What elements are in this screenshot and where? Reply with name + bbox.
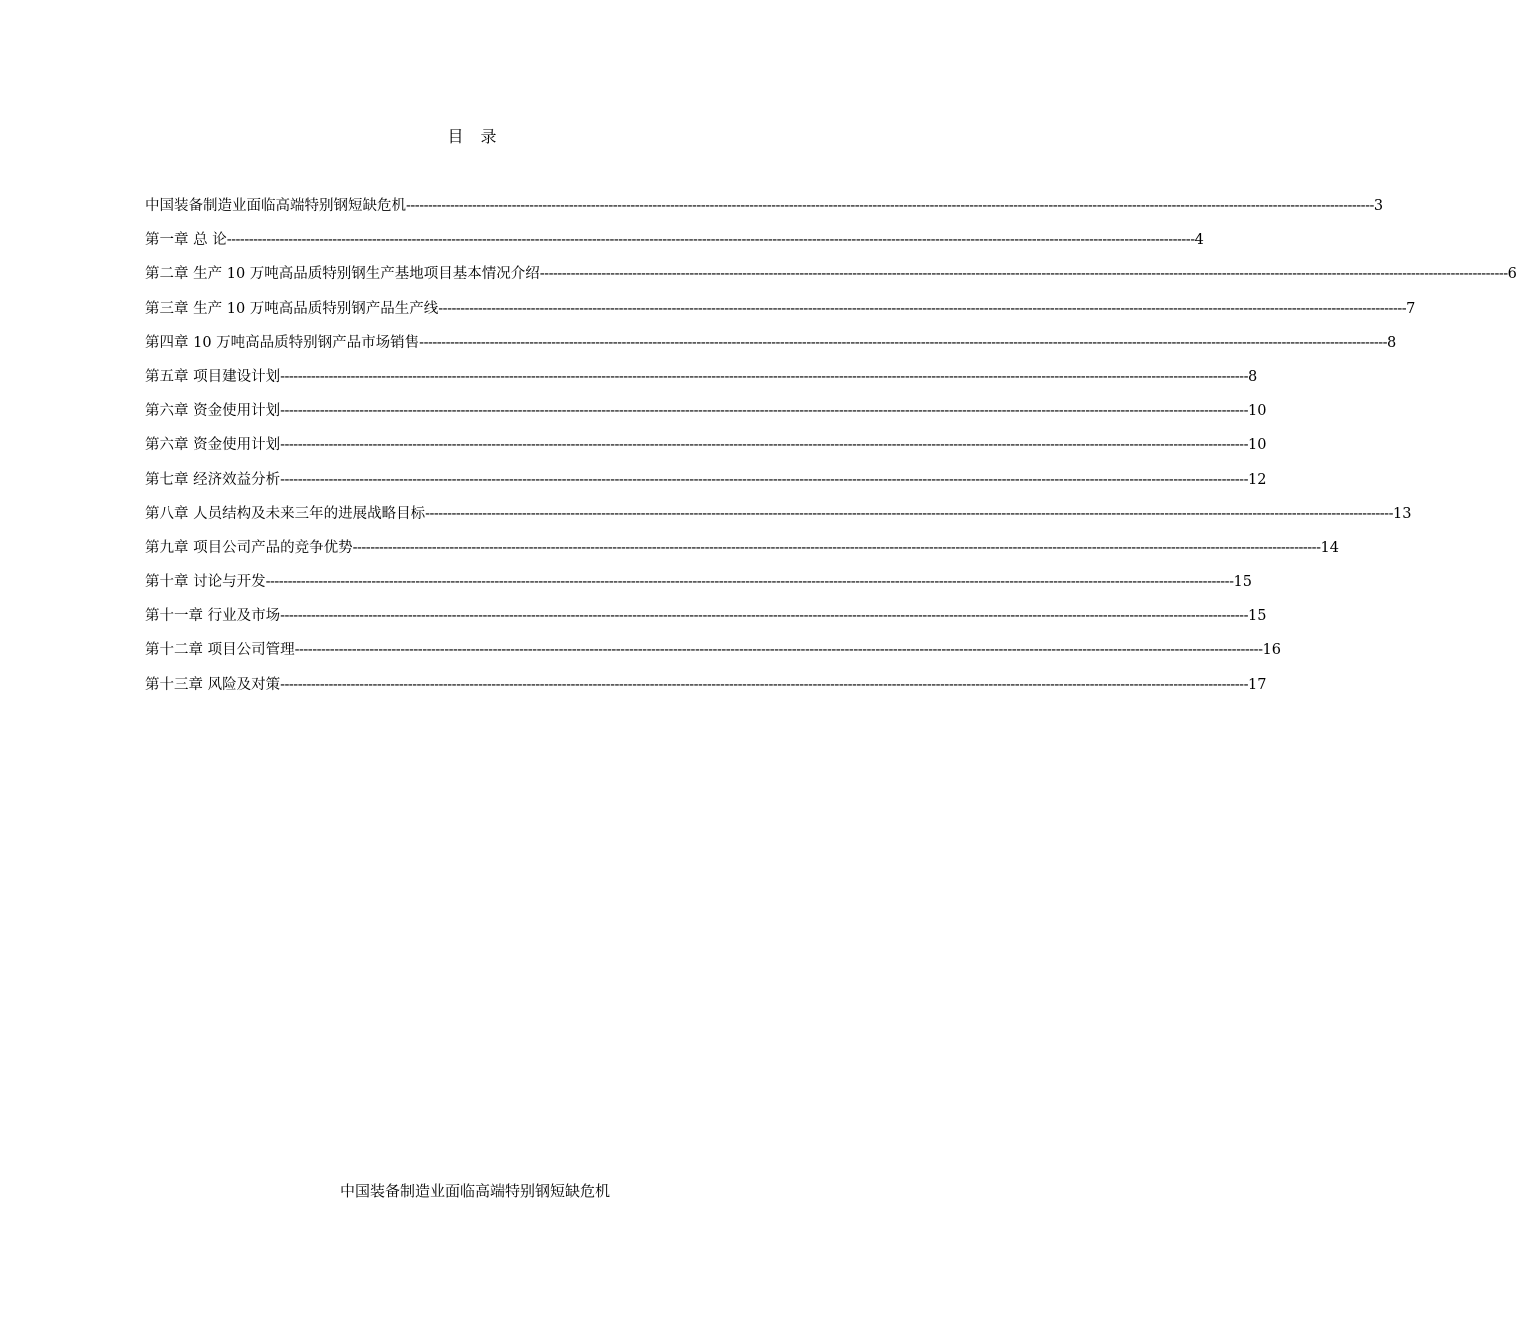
toc-entry-page-number: 16 xyxy=(1262,642,1281,659)
toc-entry-page-number: 7 xyxy=(1406,300,1416,317)
toc-entry-page-number: 4 xyxy=(1194,232,1204,249)
toc-entry-page-number: 15 xyxy=(1247,608,1267,625)
toc-entry-label: 中国装备制造业面临高端特别钢短缺危机 xyxy=(145,198,406,214)
toc-entry-label: 第十三章 风险及对策 xyxy=(145,676,281,693)
toc-entry-label: 第十二章 项目公司管理 xyxy=(145,642,295,659)
toc-entry-page-number: 8 xyxy=(1387,334,1397,351)
toc-entry-label: 第三章 生产 10 万吨高品质特别钢产品生产线 xyxy=(145,300,439,317)
toc-entry-label: 第六章 资金使用计划 xyxy=(145,437,281,454)
toc-entry-page-number: 10 xyxy=(1247,437,1267,454)
toc-entry-line xyxy=(145,299,1416,319)
toc-entry-line xyxy=(145,333,1397,353)
toc-entry[interactable] xyxy=(145,504,1412,538)
toc-leader-dashes: ---------------------------------------------------------------------------------------------------------------------------------------------------------------------------------------------------------------------------- xyxy=(280,608,1248,625)
toc-entry-line xyxy=(145,367,1258,387)
toc-leader-dashes: ---------------------------------------------------------------------------------------------------------------------------------------------------------------------------------------------------------------------------- xyxy=(280,437,1248,454)
toc-entry-label: 第五章 项目建设计划 xyxy=(145,368,281,385)
toc-leader-dashes: ---------------------------------------------------------------------------------------------------------------------------------------------------------------------------------------------------------------------------- xyxy=(539,266,1508,283)
toc-entry-page-number: 14 xyxy=(1320,539,1339,556)
toc-entry-label: 第四章 10 万吨高品质特别钢产品市场销售 xyxy=(145,334,420,351)
toc-entry[interactable] xyxy=(145,435,1267,469)
toc-entry-line xyxy=(145,435,1267,455)
toc-leader-dashes: ---------------------------------------------------------------------------------------------------------------------------------------------------------------------------------------------------------------------------- xyxy=(280,471,1248,488)
toc-entry[interactable] xyxy=(145,640,1281,674)
toc-entry-line xyxy=(145,196,1384,216)
toc-entry-label: 第六章 资金使用计划 xyxy=(145,403,281,420)
toc-entry[interactable] xyxy=(145,572,1252,606)
toc-entry-page-number: 10 xyxy=(1247,403,1267,420)
toc-entry-label: 第八章 人员结构及未来三年的进展战略目标 xyxy=(145,505,426,522)
toc-leader-dashes: ---------------------------------------------------------------------------------------------------------------------------------------------------------------------------------------------------------------------------- xyxy=(419,334,1388,351)
toc-entry[interactable] xyxy=(145,196,1384,230)
toc-entry-label: 第二章 生产 10 万吨高品质特别钢生产基地项目基本情况介绍 xyxy=(145,266,540,283)
toc-entry-page-number: 6 xyxy=(1507,266,1517,283)
toc-entry-label: 第七章 经济效益分析 xyxy=(145,471,281,488)
toc-entry-line xyxy=(145,572,1252,592)
toc-entry-page-number: 3 xyxy=(1373,198,1384,214)
toc-entry-line xyxy=(145,504,1412,524)
toc-leader-dashes: ---------------------------------------------------------------------------------------------------------------------------------------------------------------------------------------------------------------------------- xyxy=(280,368,1248,385)
toc-entry-label: 第九章 项目公司产品的竞争优势 xyxy=(145,539,353,556)
toc-entry[interactable] xyxy=(145,299,1416,333)
toc-entry-label: 第十一章 行业及市场 xyxy=(145,608,281,625)
toc-title: 目 录 xyxy=(447,127,503,146)
toc-entry[interactable] xyxy=(145,606,1267,640)
toc-entry-line xyxy=(145,264,1517,284)
toc-entry[interactable] xyxy=(145,470,1267,504)
toc-entry[interactable] xyxy=(145,333,1397,367)
toc-entry-page-number: 8 xyxy=(1247,368,1258,385)
toc-entry-line xyxy=(145,538,1339,558)
toc-leader-dashes: ---------------------------------------------------------------------------------------------------------------------------------------------------------------------------------------------------------------------------- xyxy=(226,232,1195,249)
toc-entry[interactable] xyxy=(145,675,1267,709)
toc-entry-line xyxy=(145,470,1267,490)
toc-entry-page-number: 15 xyxy=(1233,574,1252,591)
toc-entry-page-number: 17 xyxy=(1247,676,1267,693)
toc-entry-line xyxy=(145,401,1267,421)
toc-entry-label: 第十章 讨论与开发 xyxy=(145,574,266,591)
footer-title: 中国装备制造业面临高端特别钢短缺危机 xyxy=(339,1182,610,1200)
toc-leader-dashes: ---------------------------------------------------------------------------------------------------------------------------------------------------------------------------------------------------------------------------- xyxy=(294,642,1263,659)
table-of-contents xyxy=(145,196,1517,709)
toc-leader-dashes: ---------------------------------------------------------------------------------------------------------------------------------------------------------------------------------------------------------------------------- xyxy=(280,676,1248,693)
toc-leader-dashes: ---------------------------------------------------------------------------------------------------------------------------------------------------------------------------------------------------------------------------- xyxy=(265,574,1234,591)
toc-entry-label: 第一章 总 论 xyxy=(145,232,227,249)
toc-leader-dashes: ---------------------------------------------------------------------------------------------------------------------------------------------------------------------------------------------------------------------------- xyxy=(406,198,1374,214)
toc-leader-dashes: ---------------------------------------------------------------------------------------------------------------------------------------------------------------------------------------------------------------------------- xyxy=(352,539,1321,556)
toc-entry[interactable] xyxy=(145,401,1267,435)
toc-leader-dashes: ---------------------------------------------------------------------------------------------------------------------------------------------------------------------------------------------------------------------------- xyxy=(438,300,1407,317)
toc-entry-line xyxy=(145,230,1204,250)
toc-entry-line xyxy=(145,675,1267,695)
toc-entry-page-number: 13 xyxy=(1392,505,1412,522)
toc-entry-line xyxy=(145,606,1267,626)
toc-entry-line xyxy=(145,640,1281,660)
toc-entry[interactable] xyxy=(145,230,1204,264)
toc-leader-dashes: ---------------------------------------------------------------------------------------------------------------------------------------------------------------------------------------------------------------------------- xyxy=(280,403,1248,420)
toc-leader-dashes: ---------------------------------------------------------------------------------------------------------------------------------------------------------------------------------------------------------------------------- xyxy=(425,505,1393,522)
toc-entry[interactable] xyxy=(145,538,1339,572)
toc-entry[interactable] xyxy=(145,264,1517,298)
toc-entry[interactable] xyxy=(145,367,1258,401)
toc-entry-page-number: 12 xyxy=(1247,471,1267,488)
